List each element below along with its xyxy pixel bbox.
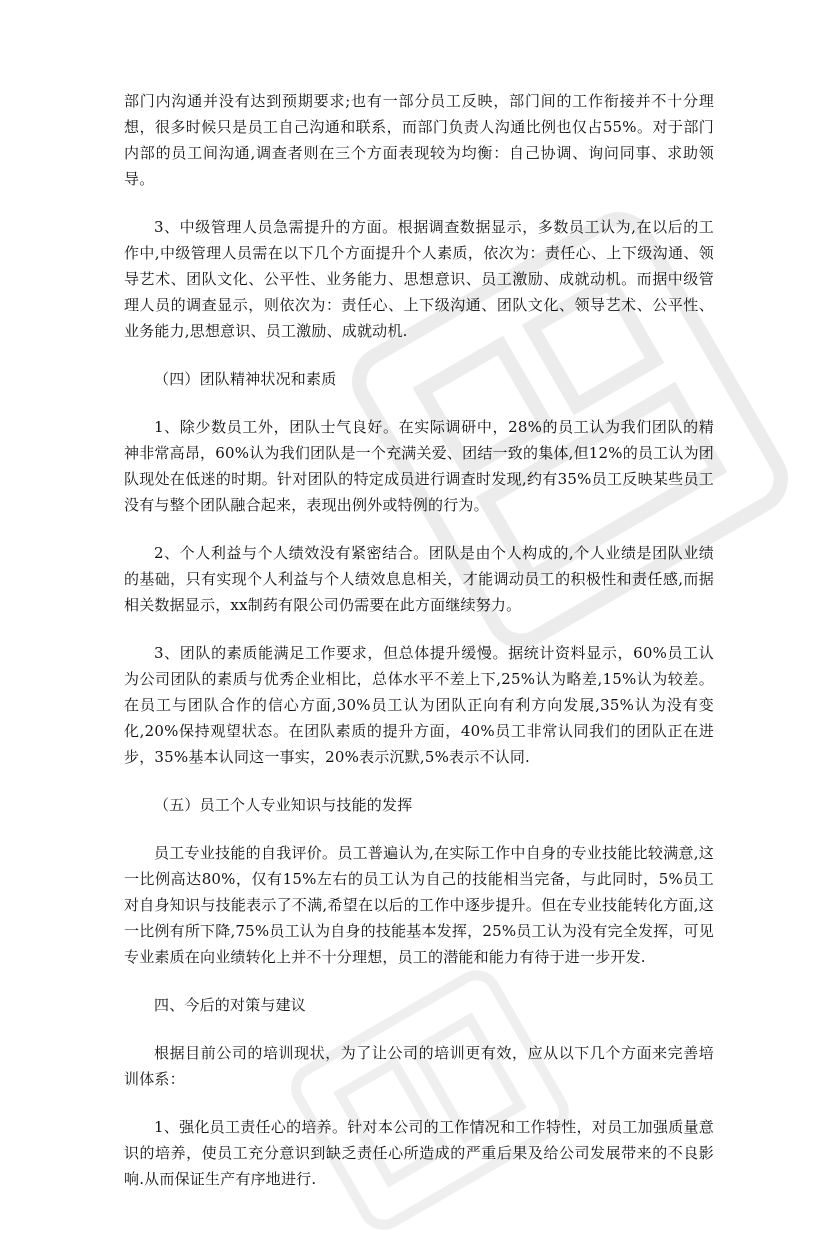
paragraph-responsibility: 1、强化员工责任心的培养。针对本公司的工作情况和工作特性，对员工加强质量意识的培养，使员工充分意识到缺乏责任心所造成的严重后果及给公司发展带来的不良影响.从而保证生产有序地进行. xyxy=(124,1118,714,1188)
paragraph-team-quality: 3、团队的素质能满足工作要求，但总体提升缓慢。据统计资料显示，60%员工认为公司团队的素质与优秀企业相比，总体水平不差上下,25%认为略差,15%认为较差。在员工与团队合作的信心方面,30%员工认为团队正向有利方向发展,35%认为没有变化,20%保持观望状态。在团队素质的提升方面，40%员工非常认同我们的团队正在进步，35%基本认同这一事实，20%表示沉默,5%表示不认同. xyxy=(124,644,714,766)
paragraph-department-communication: 部门内沟通并没有达到预期要求;也有一部分员工反映，部门间的工作衔接并不十分理想，很多时候只是员工自己沟通和联系，而部门负责人沟通比例也仅占55%。对于部门内部的员工间沟通,调查者则在三个方面表现较为均衡：自己协调、询问同事、求助领导。 xyxy=(124,92,714,188)
heading-countermeasures: 四、今后的对策与建议 xyxy=(154,996,307,1014)
heading-team-spirit: （四）团队精神状况和素质 xyxy=(154,370,337,388)
paragraph-middle-management: 3、中级管理人员急需提升的方面。根据调查数据显示，多数员工认为,在以后的工作中,中级管理人员需在以下几个方面提升个人素质，依次为：责任心、上下级沟通、领导艺术、团队文化、公平性、业务能力、思想意识、员工激励、成就动机。而据中级管理人员的调查显示，则依次为：责任心、上下级沟通、团队文化、领导艺术、公平性、业务能力,思想意识、员工激励、成就动机. xyxy=(124,218,714,340)
document-body xyxy=(124,88,714,1214)
paragraph-training-status: 根据目前公司的培训现状，为了让公司的培训更有效，应从以下几个方面来完善培训体系： xyxy=(124,1044,714,1088)
paragraph-individual-interest: 2、个人利益与个人绩效没有紧密结合。团队是由个人构成的,个人业绩是团队业绩的基础，只有实现个人利益与个人绩效息息相关，才能调动员工的积极性和责任感,而据相关数据显示，xx制药有限公司仍需要在此方面继续努力。 xyxy=(124,544,714,614)
paragraph-team-morale: 1、除少数员工外，团队士气良好。在实际调研中，28%的员工认为我们团队的精神非常高昂，60%认为我们团队是一个充满关爱、团结一致的集体,但12%的员工认为团队现处在低迷的时期。针对团队的特定成员进行调查时发现,约有35%员工反映某些员工没有与整个团队融合起来，表现出例外或特例的行为。 xyxy=(124,418,714,514)
heading-professional-skills: （五）员工个人专业知识与技能的发挥 xyxy=(154,796,413,814)
paragraph-skills-evaluation: 员工专业技能的自我评价。员工普遍认为,在实际工作中自身的专业技能比较满意,这一比例高达80%，仅有15%左右的员工认为自己的技能相当完备，与此同时，5%员工对自身知识与技能表示了不满,希望在以后的工作中逐步提升。但在专业技能转化方面,这一比例有所下降,75%员工认为自身的技能基本发挥，25%员工认为没有完全发挥，可见专业素质在向业绩转化上并不十分理想，员工的潜能和能力有待于进一步开发. xyxy=(124,844,714,966)
